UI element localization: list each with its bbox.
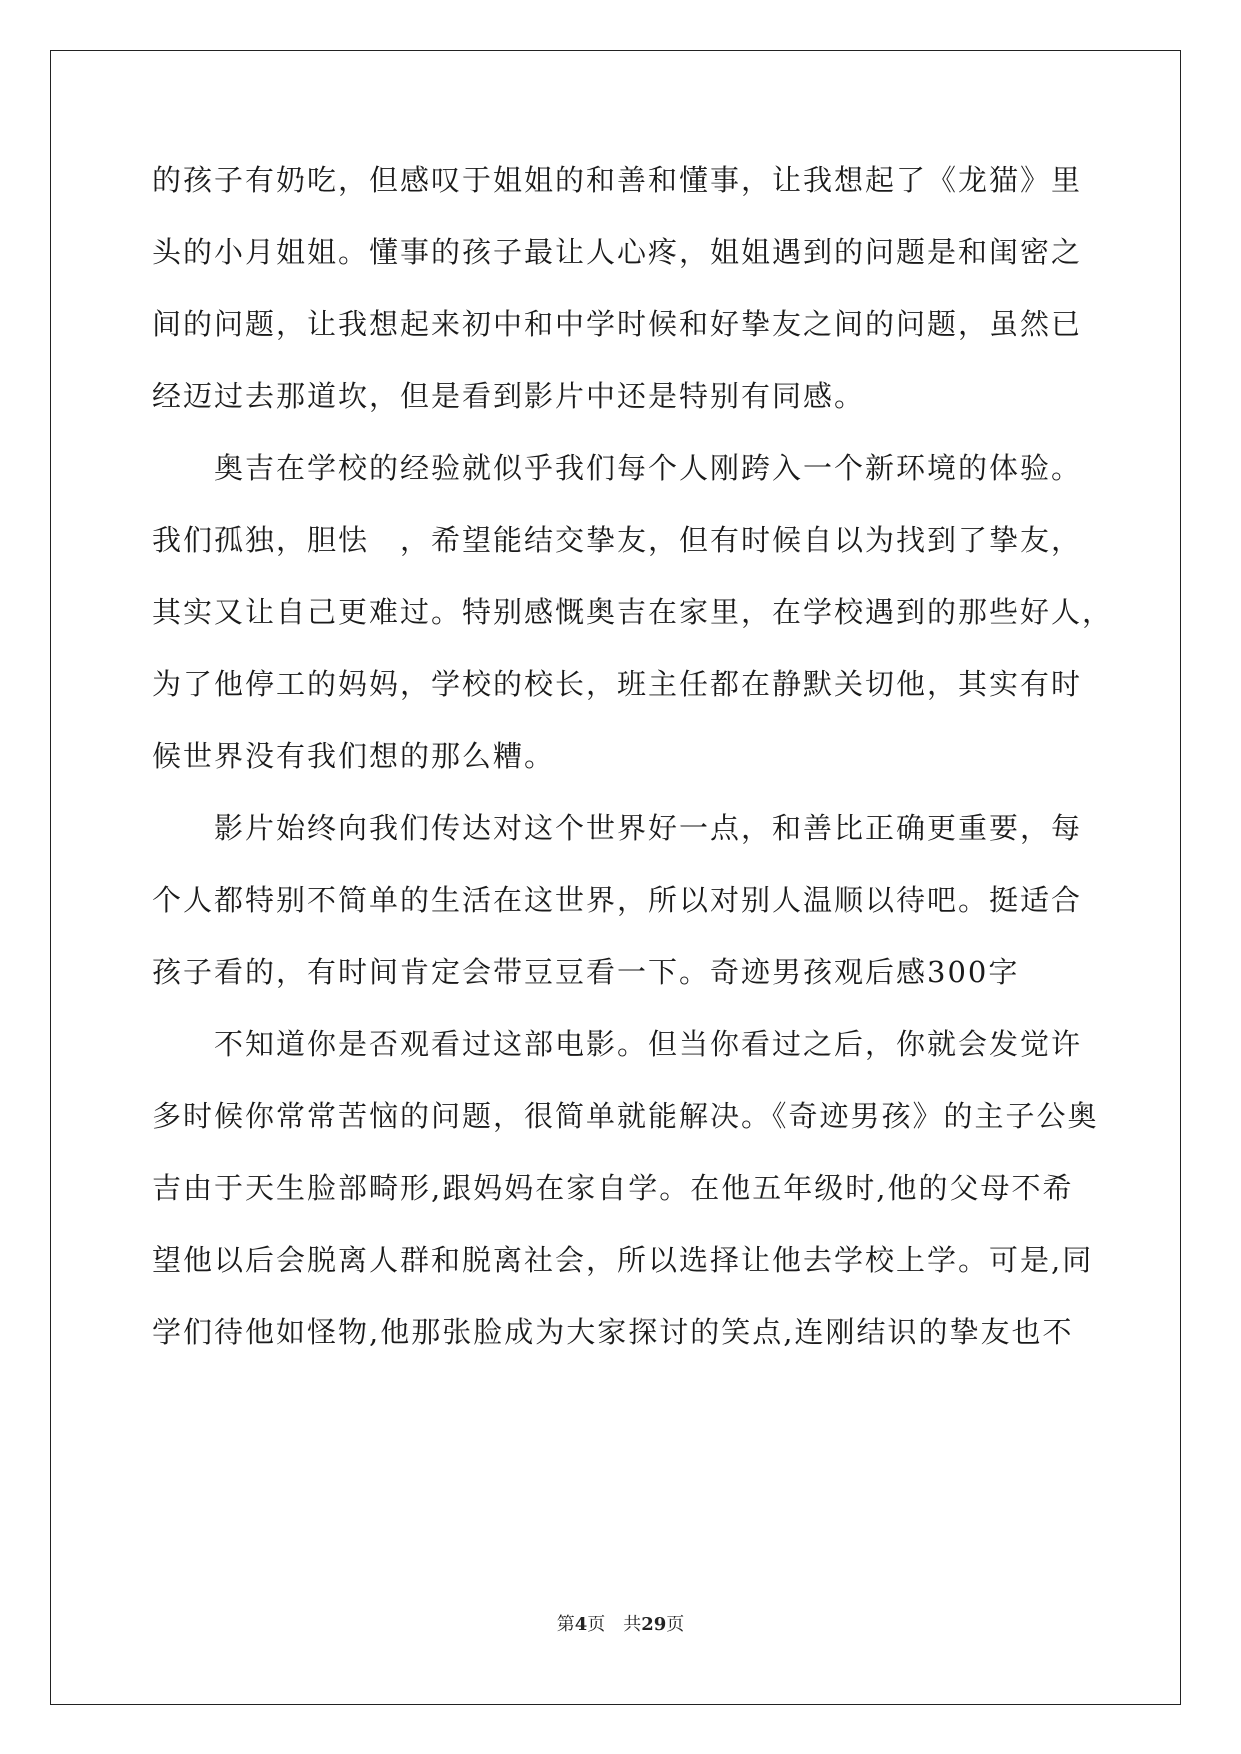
text-line: 我们孤独，胆怯 ，希望能结交挚友，但有时候自以为找到了挚友， — [152, 523, 1083, 557]
page-footer — [0, 1610, 1241, 1636]
text-line: 个人都特别不简单的生活在这世界，所以对别人温顺以待吧。挺适合 — [152, 883, 1083, 917]
page-border — [50, 50, 1181, 1705]
text-line: 孩子看的，有时间肯定会带豆豆看一下。奇迹男孩观后感300字 — [152, 955, 1020, 989]
text-line: 学们待他如怪物,他那张脸成为大家探讨的笑点,连刚结识的挚友也不 — [152, 1315, 1074, 1349]
text-line: 为了他停工的妈妈，学校的校长，班主任都在静默关切他，其实有时 — [152, 667, 1083, 701]
text-line: 间的问题，让我想起来初中和中学时候和好挚友之间的问题，虽然已 — [152, 307, 1083, 341]
footer-prefix: 第 — [556, 1614, 575, 1635]
footer-mid: 页 共 — [587, 1614, 642, 1635]
text-line: 候世界没有我们想的那么糟。 — [152, 739, 556, 773]
text-line: 望他以后会脱离人群和脱离社会，所以选择让他去学校上学。可是,同 — [152, 1243, 1094, 1277]
text-line: 头的小月姐姐。懂事的孩子最让人心疼，姐姐遇到的问题是和闺密之 — [152, 235, 1083, 269]
text-line: 其实又让自己更难过。特别感慨奥吉在家里，在学校遇到的那些好人， — [152, 595, 1114, 629]
text-line: 经迈过去那道坎，但是看到影片中还是特别有同感。 — [152, 379, 866, 413]
text-line: 不知道你是否观看过这部电影。但当你看过之后，你就会发觉许 — [152, 1027, 1083, 1061]
text-line: 的孩子有奶吃，但感叹于姐姐的和善和懂事，让我想起了《龙猫》里 — [152, 163, 1083, 197]
text-line: 影片始终向我们传达对这个世界好一点，和善比正确更重要，每 — [152, 811, 1083, 845]
text-line: 吉由于天生脸部畸形,跟妈妈在家自学。在他五年级时,他的父母不希 — [152, 1171, 1074, 1205]
text-line: 奥吉在学校的经验就似乎我们每个人刚跨入一个新环境的体验。 — [152, 451, 1083, 485]
total-pages: 29 — [641, 1614, 667, 1635]
footer-suffix: 页 — [666, 1614, 685, 1635]
page-number: 4 — [574, 1614, 588, 1635]
text-line: 多时候你常常苦恼的问题，很简单就能解决。《奇迹男孩》的主子公奥 — [152, 1099, 1099, 1133]
